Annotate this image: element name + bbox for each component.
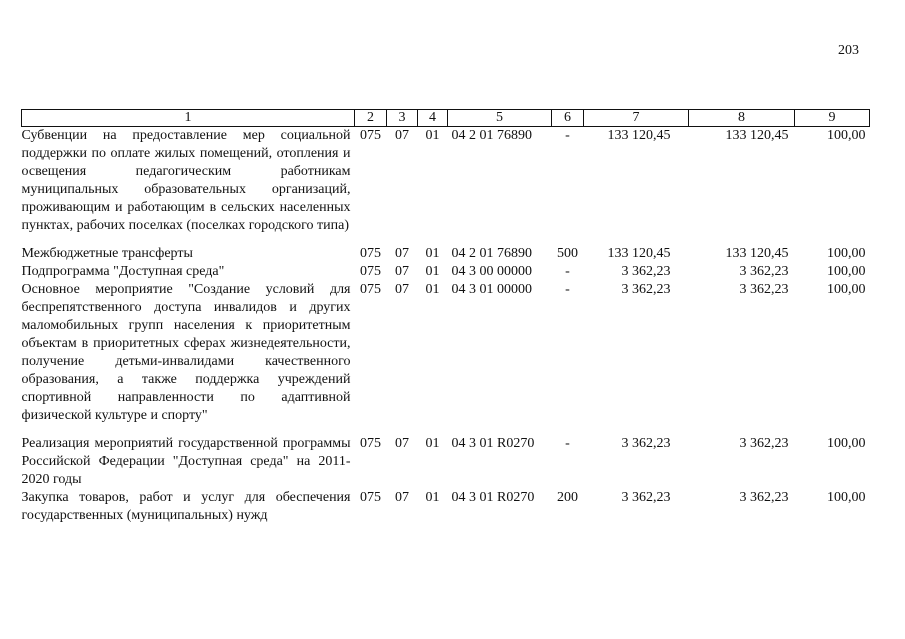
cell-actual: 3 362,23 — [739, 436, 789, 451]
cell-plan: 3 362,23 — [621, 490, 671, 505]
cell-target-code: 04 2 01 76890 — [451, 246, 532, 261]
cell-admin-code: 075 — [360, 282, 381, 297]
cell-target-code: 04 2 01 76890 — [451, 128, 532, 143]
cell-target-code: 04 3 00 00000 — [451, 264, 532, 279]
cell-admin-code: 075 — [360, 264, 381, 279]
table-row — [22, 263, 870, 281]
cell-percent: 100,00 — [827, 246, 866, 261]
header-row — [22, 110, 870, 127]
row-name: Реализация мероприятий государственной программы Российской Федерации "Доступная среда" на 2011-2020 годы — [21, 436, 351, 487]
cell-subsection: 01 — [425, 264, 440, 279]
cell-subsection: 01 — [425, 128, 440, 143]
table-row — [22, 281, 870, 425]
cell-section: 07 — [395, 282, 409, 297]
cell-target-code: 04 3 01 R0270 — [451, 436, 535, 451]
cell-admin-code: 075 — [360, 246, 381, 261]
cell-subsection: 01 — [425, 282, 440, 297]
cell-plan: 3 362,23 — [621, 264, 671, 279]
budget-table — [21, 109, 870, 525]
col-header: 9 — [795, 110, 870, 127]
table-row — [22, 489, 870, 525]
table-row — [22, 127, 870, 236]
cell-expense-type: 200 — [557, 490, 578, 505]
row-name: Подпрограмма "Доступная среда" — [21, 264, 225, 279]
cell-percent: 100,00 — [827, 490, 866, 505]
cell-expense-type: 500 — [557, 246, 578, 261]
col-header: 7 — [584, 110, 689, 127]
table-row — [22, 425, 870, 489]
col-header: 6 — [552, 110, 584, 127]
cell-expense-type: - — [565, 436, 570, 451]
cell-admin-code: 075 — [360, 128, 381, 143]
cell-subsection: 01 — [425, 436, 440, 451]
cell-expense-type: - — [565, 264, 570, 279]
cell-section: 07 — [395, 246, 409, 261]
cell-actual: 133 120,45 — [725, 128, 789, 143]
col-header: 1 — [22, 110, 355, 127]
cell-percent: 100,00 — [827, 282, 866, 297]
cell-section: 07 — [395, 264, 409, 279]
row-name: Межбюджетные трансферты — [21, 246, 193, 261]
cell-target-code: 04 3 01 R0270 — [451, 490, 535, 505]
page-number: 203 — [838, 43, 859, 58]
col-header: 3 — [387, 110, 418, 127]
cell-expense-type: - — [565, 282, 570, 297]
cell-actual: 3 362,23 — [739, 264, 789, 279]
cell-section: 07 — [395, 128, 409, 143]
cell-section: 07 — [395, 436, 409, 451]
cell-actual: 3 362,23 — [739, 282, 789, 297]
col-header: 2 — [355, 110, 387, 127]
cell-expense-type: - — [565, 128, 570, 143]
row-name: Закупка товаров, работ и услуг для обеспечения государственных (муниципальных) нужд — [21, 490, 351, 523]
row-name: Основное мероприятие "Создание условий для беспрепятственного доступа инвалидов и других маломобильных групп населения к приоритетным объектам в приоритетных сферах жизнедеятельности, получение детьми-инвалидами качественного образования, а также поддержка учреждений спортивной направленности по адаптивной физической культуре и спорту" — [21, 282, 351, 423]
col-header: 5 — [448, 110, 552, 127]
cell-subsection: 01 — [425, 490, 440, 505]
cell-subsection: 01 — [425, 246, 440, 261]
table-row — [22, 235, 870, 263]
cell-percent: 100,00 — [827, 264, 866, 279]
row-name: Субвенции на предоставление мер социальной поддержки по оплате жилых помещений, отопления и освещения педагогическим работникам муниципальных образовательных организаций, проживающим и работающим в сельских населенных пунктах, рабочих поселках (поселках городского типа) — [21, 128, 351, 233]
cell-actual: 133 120,45 — [725, 246, 789, 261]
cell-plan: 133 120,45 — [607, 128, 671, 143]
cell-plan: 133 120,45 — [607, 246, 671, 261]
cell-admin-code: 075 — [360, 490, 381, 505]
cell-percent: 100,00 — [827, 128, 866, 143]
cell-admin-code: 075 — [360, 436, 381, 451]
cell-plan: 3 362,23 — [621, 436, 671, 451]
col-header: 4 — [418, 110, 448, 127]
cell-section: 07 — [395, 490, 409, 505]
cell-actual: 3 362,23 — [739, 490, 789, 505]
cell-target-code: 04 3 01 00000 — [451, 282, 532, 297]
col-header: 8 — [689, 110, 795, 127]
cell-plan: 3 362,23 — [621, 282, 671, 297]
cell-percent: 100,00 — [827, 436, 866, 451]
